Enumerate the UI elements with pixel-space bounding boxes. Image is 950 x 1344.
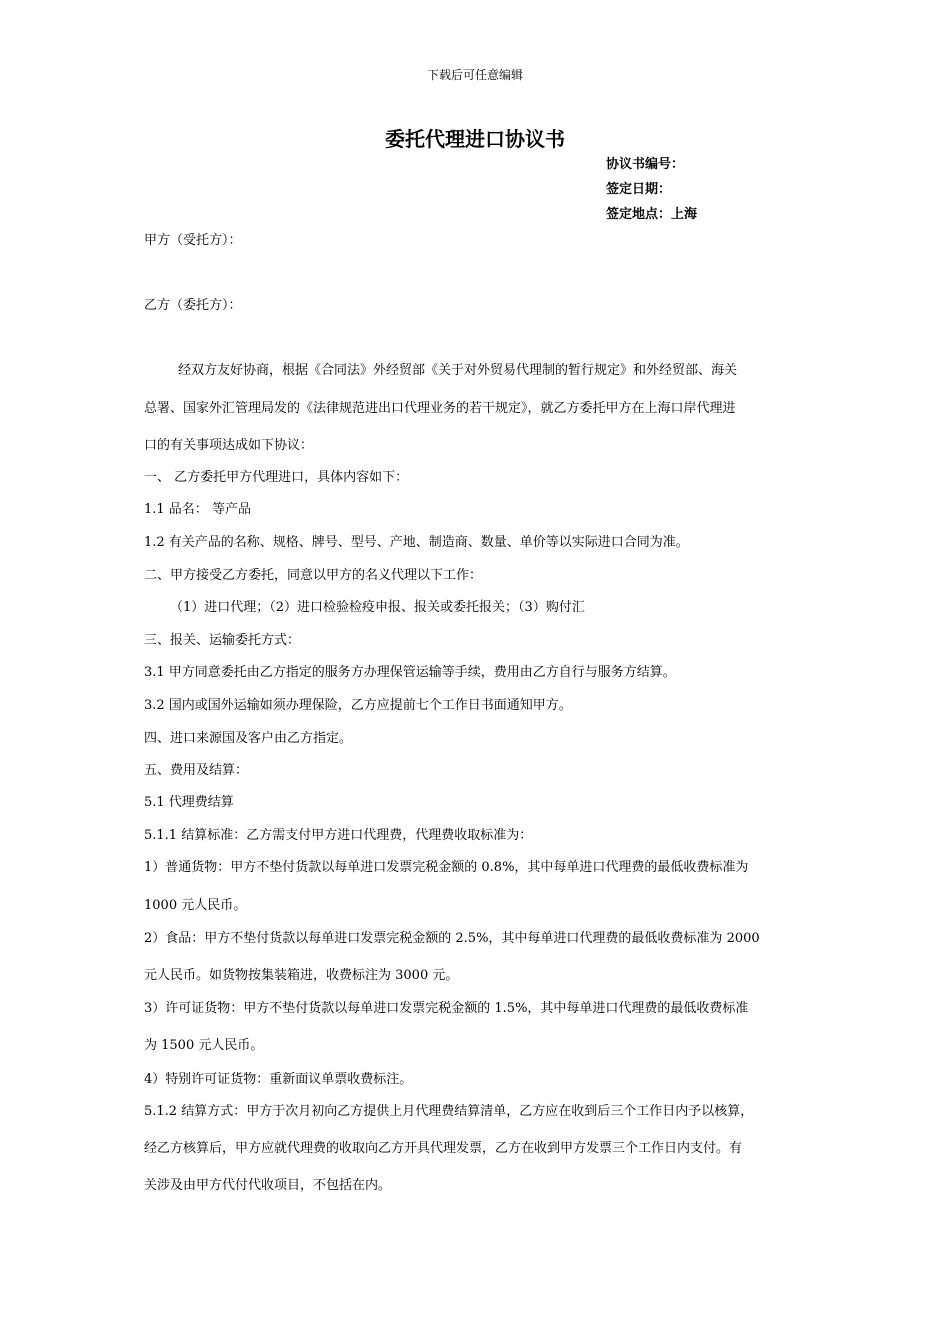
clause-line: 5.1.2 结算方式：甲方于次月初向乙方提供上月代理费结算清单，乙方应在收到后三个工作日内予以核算， (144, 1104, 754, 1119)
clause-line: （1）进口代理；（2）进口检验检疫申报、报关或委托报关；（3）购付汇 (170, 600, 585, 615)
clause-line: 5.1.1 结算标准：乙方需支付甲方进口代理费，代理费收取标准为： (144, 828, 533, 843)
clause-line: 关涉及由甲方代付代收项目，不包括在内。 (144, 1178, 392, 1193)
clause-line: 1000 元人民币。 (144, 898, 247, 913)
clause-line: 3）许可证货物：甲方不垫付货款以每单进口发票完税金额的 1.5%，其中每单进口代理费的最低收费标准 (144, 1001, 749, 1016)
signing-date: 签定日期： (606, 182, 672, 197)
paragraph-line: 总署、国家外汇管理局发的《法律规范进出口代理业务的若干规定》，就乙方委托甲方在上海口岸代理进 (144, 401, 736, 416)
clause-line: 3.1 甲方同意委托由乙方指定的服务方办理保管运输等手续，费用由乙方自行与服务方结算。 (144, 665, 676, 680)
party-b: 乙方（委托方）： (144, 298, 242, 313)
clause-line: 经乙方核算后，甲方应就代理费的收取向乙方开具代理发票，乙方在收到甲方发票三个工作日内支付。有 (144, 1141, 743, 1156)
signing-place: 签定地点：上海 (606, 207, 698, 222)
clause-line: 5.1 代理费结算 (144, 795, 234, 810)
clause-line: 1.2 有关产品的名称、规格、牌号、型号、产地、制造商、数量、单价等以实际进口合同为准。 (144, 535, 689, 550)
section-heading: 四、进口来源国及客户由乙方指定。 (144, 731, 353, 746)
paragraph-line: 口的有关事项达成如下协议： (144, 438, 314, 453)
section-heading: 三、报关、运输委托方式： (144, 633, 301, 648)
clause-line: 4）特别许可证货物：重新面议单票收费标注。 (144, 1072, 413, 1087)
section-heading: 一、 乙方委托甲方代理进口，具体内容如下： (144, 470, 409, 485)
paragraph-line: 经双方友好协商，根据《合同法》外经贸部《关于对外贸易代理制的暂行规定》和外经贸部、海关 (178, 363, 738, 378)
party-a: 甲方（受托方）： (144, 233, 242, 248)
clause-line: 3.2 国内或国外运输如须办理保险，乙方应提前七个工作日书面通知甲方。 (144, 698, 572, 713)
section-heading: 五、费用及结算： (144, 763, 249, 778)
clause-line: 1.1 品名： 等产品 (144, 502, 251, 517)
clause-line: 为 1500 元人民币。 (144, 1038, 264, 1053)
agreement-number: 协议书编号： (606, 157, 685, 172)
document-title: 委托代理进口协议书 (385, 127, 565, 151)
page-header: 下载后可任意编辑 (426, 68, 523, 82)
section-heading: 二、甲方接受乙方委托，同意以甲方的名义代理以下工作： (144, 568, 483, 583)
clause-line: 2）食品：甲方不垫付货款以每单进口发票完税金额的 2.5%，其中每单进口代理费的最低收费标准为 2000 (144, 931, 760, 946)
clause-line: 1）普通货物：甲方不垫付货款以每单进口发票完税金额的 0.8%，其中每单进口代理费的最低收费标准为 (144, 860, 749, 875)
clause-line: 元人民币。如货物按集装箱进，收费标注为 3000 元。 (144, 968, 459, 983)
